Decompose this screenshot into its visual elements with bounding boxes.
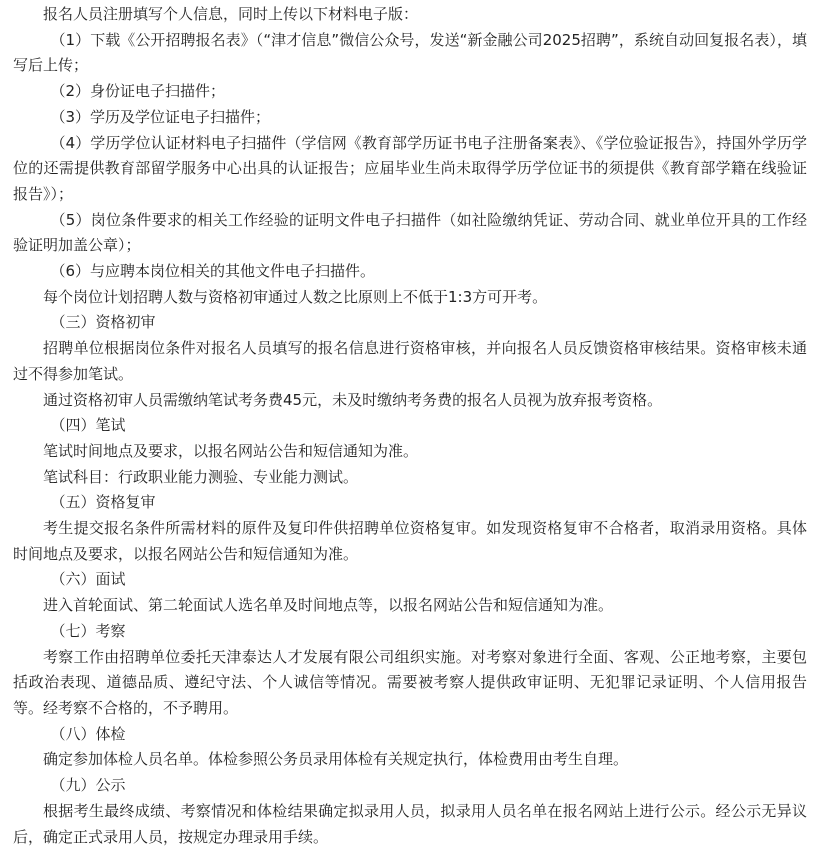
paragraph-exam-time: 笔试时间地点及要求，以报名网站公告和短信通知为准。: [43, 441, 419, 460]
section-heading-inspection: （七）考察: [50, 621, 126, 640]
paragraph-inspection: 考察工作由招聘单位委托天津泰达人才发展有限公司组织实施。对考察对象进行全面、客观、公正地考察，主要包括政治表现、道德品质、遵纪守法、个人诚信等情况。需要被考察人提供政审证明、无犯罪记录证明、个人信用报告等。经考察不合格的，不予聘用。: [13, 647, 807, 717]
paragraph-publicity: 根据考生最终成绩、考察情况和体检结果确定拟录用人员，拟录用人员名单在报名网站上进行公示。经公示无异议后，确定正式录用人员，按规定办理录用手续。: [13, 801, 807, 846]
paragraph-exam-subjects: 笔试科目：行政职业能力测验、专业能力测试。: [43, 467, 359, 486]
section-heading-initial-review: （三）资格初审: [50, 313, 156, 332]
section-heading-publicity: （九）公示: [50, 776, 126, 795]
paragraph-item-3: （3）学历及学位证电子扫描件；: [50, 107, 271, 126]
paragraph-interview: 进入首轮面试、第二轮面试人选名单及时间地点等，以报名网站公告和短信通知为准。: [43, 596, 614, 615]
paragraph-exam-fee: 通过资格初审人员需缴纳笔试考务费45元，未及时缴纳考务费的报名人员视为放弃报考资格。: [43, 390, 663, 409]
paragraph-ratio-rule: 每个岗位计划招聘人数与资格初审通过人数之比原则上不低于1:3方可开考。: [43, 287, 548, 306]
paragraph-item-1: （1）下载《公开招聘报名表》（“津才信息”微信公众号，发送“新金融公司2025招聘”，系统自动回复报名表），填写后上传；: [13, 30, 807, 75]
paragraph-registration-intro: 报名人员注册填写个人信息，同时上传以下材料电子版：: [43, 5, 419, 23]
paragraph-medical-exam: 确定参加体检人员名单。体检参照公务员录用体检有关规定执行，体检费用由考生自理。: [43, 750, 629, 769]
paragraph-item-5: （5）岗位条件要求的相关工作经验的证明文件电子扫描件（如社险缴纳凭证、劳动合同、就业单位开具的工作经验证明加盖公章）；: [13, 210, 807, 255]
paragraph-item-4: （4）学历学位认证材料电子扫描件（学信网《教育部学历证书电子注册备案表》、《学位验证报告》，持国外学历学位的还需提供教育部留学服务中心出具的认证报告；应届毕业生尚未取得学历学位证书的须提供《教育部学籍在线验证报告》）；: [13, 133, 807, 203]
paragraph-item-6: （6）与应聘本岗位相关的其他文件电子扫描件。: [50, 262, 376, 281]
section-heading-interview: （六）面试: [50, 570, 126, 589]
paragraph-initial-review: 招聘单位根据岗位条件对报名人员填写的报名信息进行资格审核，并向报名人员反馈资格审核结果。资格审核未通过不得参加笔试。: [13, 339, 807, 383]
section-heading-re-review: （五）资格复审: [50, 493, 156, 512]
paragraph-item-2: （2）身份证电子扫描件；: [50, 82, 226, 101]
section-heading-written-exam: （四）笔试: [50, 416, 126, 435]
paragraph-re-review: 考生提交报名条件所需材料的原件及复印件供招聘单位资格复审。如发现资格复审不合格者，取消录用资格。具体时间地点及要求，以报名网站公告和短信通知为准。: [13, 519, 807, 563]
section-heading-medical-exam: （八）体检: [50, 724, 126, 743]
